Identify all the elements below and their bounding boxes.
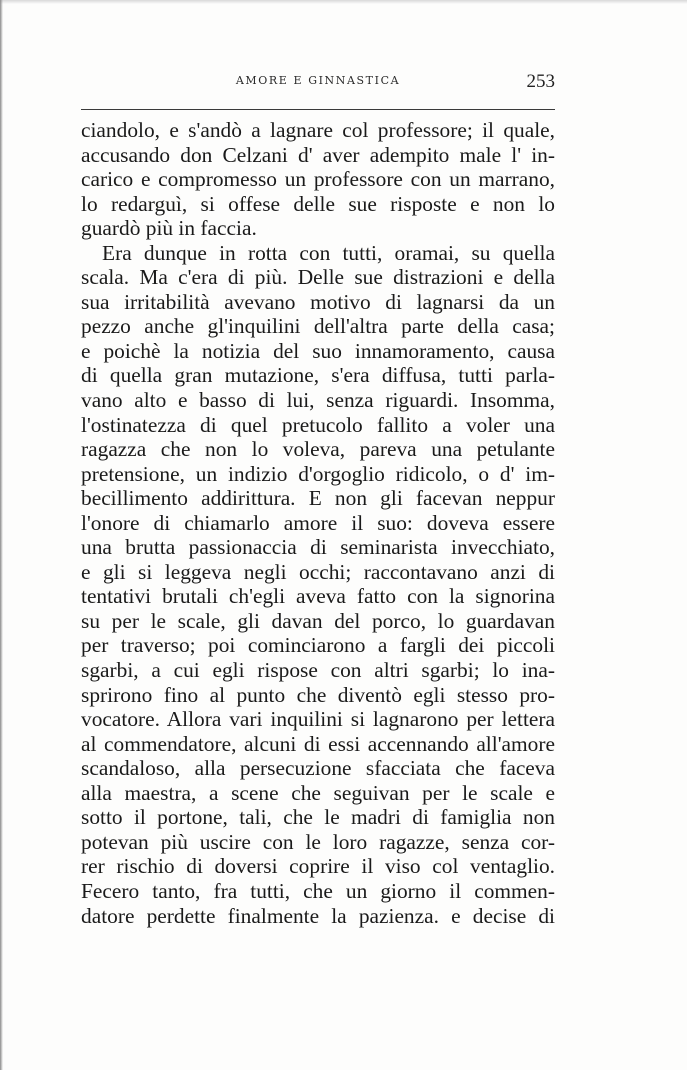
page-number: 253: [526, 71, 555, 92]
text-line: datore perdette finalmente la pazienza. e decise di: [81, 903, 555, 928]
text-line: Era dunque in rotta con tutti, oramai, su quella: [102, 240, 555, 265]
text-line: lo redarguì, si offese delle sue risposte e non lo: [81, 191, 555, 216]
scan-edge-left: [0, 0, 3, 1070]
text-line: l'ostinatezza di quel pretucolo fallito a voler una: [81, 412, 555, 437]
text-line: di quella gran mutazione, s'era diffusa, tutti parla-: [81, 363, 555, 388]
text-line: scandaloso, alla persecuzione sfacciata che faceva: [81, 756, 555, 781]
text-line: scala. Ma c'era di più. Delle sue distrazioni e della: [81, 265, 555, 290]
header-rule: [81, 109, 555, 110]
text-line: vano alto e basso di lui, senza riguardi. Insomma,: [81, 388, 555, 413]
text-line: ragazza che non lo voleva, pareva una petulante: [81, 437, 555, 462]
text-line: e poichè la notizia del suo innamoramento, causa: [81, 338, 555, 363]
text-line: ciandolo, e s'andò a lagnare col professore; il quale,: [81, 118, 555, 142]
text-line: accusando don Celzani d' aver adempito male l' in-: [81, 142, 555, 167]
text-line: sprirono fino al punto che diventò egli stesso pro-: [81, 682, 555, 707]
text-line: guardò più in faccia.: [81, 216, 257, 241]
text-line: tentativi brutali ch'egli aveva fatto con la signorina: [81, 584, 555, 609]
text-line: alla maestra, a scene che seguivan per le scale e: [81, 780, 555, 805]
text-line: pezzo anche gl'inquilini dell'altra parte della casa;: [81, 314, 555, 339]
text-line: su per le scale, gli davan del porco, lo guardavan: [81, 608, 555, 633]
text-line: sua irritabilità avevano motivo di lagnarsi da un: [81, 289, 555, 314]
text-line: carico e compromesso un professore con un marrano,: [81, 167, 555, 192]
text-line: sotto il portone, tali, che le madri di famiglia non: [81, 805, 555, 830]
text-line: becillimento addirittura. E non gli facevan neppur: [81, 486, 555, 511]
body-text: [81, 118, 555, 928]
text-line: una brutta passionaccia di seminarista invecchiato,: [81, 535, 555, 560]
text-line: pretensione, un indizio d'orgoglio ridicolo, o d' im-: [81, 461, 555, 486]
page-header: [81, 72, 555, 96]
scan-edge-top: [0, 0, 687, 4]
text-line: rer rischio di doversi coprire il viso col ventaglio.: [81, 854, 555, 879]
text-line: vocatore. Allora vari inquilini si lagnarono per lettera: [81, 707, 555, 732]
text-line: Fecero tanto, fra tutti, che un giorno il commen-: [81, 878, 555, 903]
text-line: per traverso; poi cominciarono a fargli dei piccoli: [81, 633, 555, 658]
running-head: AMORE E GINNASTICA: [235, 74, 401, 87]
text-line: potevan più uscire con le loro ragazze, senza cor-: [81, 829, 555, 854]
text-line: sgarbi, a cui egli rispose con altri sgarbi; lo ina-: [81, 658, 555, 683]
text-line: l'onore di chiamarlo amore il suo: doveva essere: [81, 510, 555, 535]
text-line: al commendatore, alcuni di essi accennando all'amore: [81, 731, 555, 756]
text-line: e gli si leggeva negli occhi; raccontavano anzi di: [81, 559, 555, 584]
